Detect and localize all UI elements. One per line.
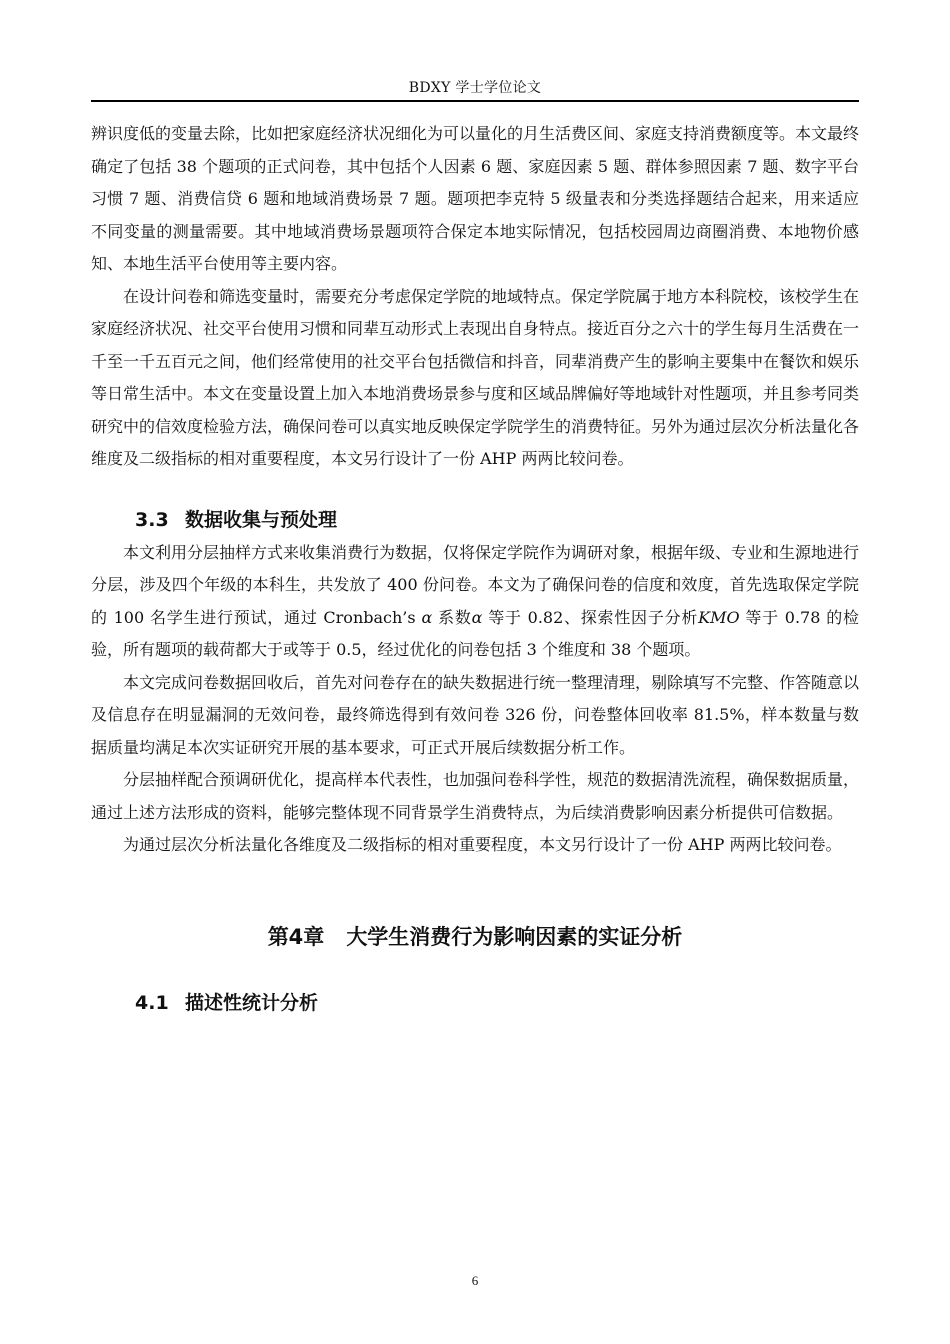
section-number: 3.3 bbox=[135, 508, 169, 531]
section-heading-4-1 bbox=[91, 986, 859, 1020]
alpha-symbol: α bbox=[471, 607, 483, 627]
text-run: 本文利用分层抽样方式来收集消费行为数据，仅将保定学院作为调研对象，根据年级、专业和生源地进行分层，涉及四个年级的本科生，共发放了 400 份问卷。本文为了确保问卷的信度和效度，首先选取保定学院的 100 名学生进行预试，通过 Cronbach’s bbox=[91, 542, 860, 627]
paragraph-regional-features: 在设计问卷和筛选变量时，需要充分考虑保定学院的地域特点。保定学院属于地方本科院校，该校学生在家庭经济状况、社交平台使用习惯和同辈互动形式上表现出自身特点。接近百分之六十的学生每月生活费在一千至一千五百元之间，他们经常使用的社交平台包括微信和抖音，同辈消费产生的影响主要集中在餐饮和娱乐等日常生活中。本文在变量设置上加入本地消费场景参与度和区域品牌偏好等地域针对性题项，并且参考同类研究中的信效度检验方法，确保问卷可以真实地反映保定学院学生的消费特征。另外为通过层次分析法量化各维度及二级指标的相对重要程度，本文另行设计了一份 AHP 两两比较问卷。 bbox=[91, 286, 860, 468]
text-run: 等于 0.82、探索性因子分析 bbox=[482, 607, 699, 627]
alpha-symbol: α bbox=[421, 607, 433, 627]
paragraph-sampling bbox=[91, 537, 859, 667]
paragraph-ahp: 为通过层次分析法量化各维度及二级指标的相对重要程度，本文另行设计了一份 AHP 两两比较问卷。 bbox=[123, 835, 842, 854]
text-run: 等于 0.78 的检验，所有题项的载荷都大于或等于 0.5，经过优化的问卷包括 3 个维度和 38 个题项。 bbox=[91, 607, 859, 659]
chapter-title: 大学生消费行为影响因素的实证分析 bbox=[346, 924, 683, 949]
section-title: 数据收集与预处理 bbox=[185, 508, 338, 531]
chapter-heading-4 bbox=[91, 920, 859, 954]
paragraph-data-quality: 分层抽样配合预调研优化，提高样本代表性，也加强问卷科学性，规范的数据清洗流程，确保数据质量，通过上述方法形成的资料，能够完整体现不同背景学生消费特点，为后续消费影响因素分析提供可信数据。 bbox=[91, 770, 860, 822]
paragraph-data-cleaning: 本文完成问卷数据回收后，首先对问卷存在的缺失数据进行统一整理清理，剔除填写不完整、作答随意以及信息存在明显漏洞的无效问卷，最终筛选得到有效问卷 326 份，问卷整体回收率 81.5%，样本数量与数据质量均满足本次实证研究开展的基本要求，可正式开展后续数据分析工作。 bbox=[91, 672, 860, 757]
page-number: 6 bbox=[471, 1273, 479, 1288]
spacer bbox=[91, 954, 859, 986]
spacer bbox=[91, 862, 859, 920]
body-content bbox=[91, 118, 859, 1020]
kmo-symbol: KMO bbox=[698, 607, 740, 627]
spacer bbox=[91, 476, 859, 503]
chapter-number: 第4章 bbox=[267, 924, 325, 949]
running-header: BDXY 学士学位论文 bbox=[408, 80, 542, 96]
text-run: 系数 bbox=[432, 607, 472, 627]
header-rule bbox=[91, 100, 859, 102]
section-heading-3-3 bbox=[91, 503, 859, 537]
paragraph-continued: 辨识度低的变量去除，比如把家庭经济状况细化为可以量化的月生活费区间、家庭支持消费额度等。本文最终确定了包括 38 个题项的正式问卷，其中包括个人因素 6 题、家庭因素 5 题、群体参照因素 7 题、数字平台习惯 7 题、消费信贷 6 题和地域消费场景 7 题。题项把李克特 5 级量表和分类选择题结合起来，用来适应不同变量的测量需要。其中地域消费场景题项符合保定本地实际情况，包括校园周边商圈消费、本地物价感知、本地生活平台使用等主要内容。 bbox=[91, 124, 860, 273]
section-title: 描述性统计分析 bbox=[185, 991, 319, 1014]
section-number: 4.1 bbox=[135, 991, 169, 1014]
